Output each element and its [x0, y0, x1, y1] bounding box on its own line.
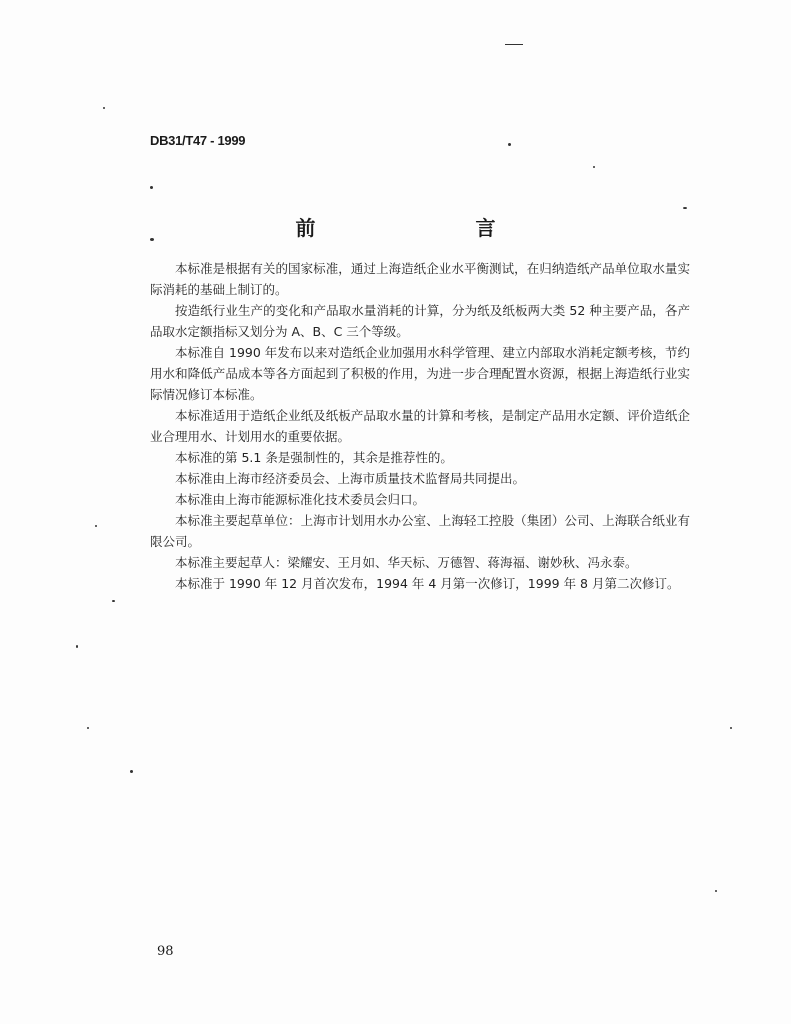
scan-speck: [150, 238, 154, 241]
scan-speck: [130, 770, 133, 773]
scan-speck: [112, 600, 115, 602]
scan-speck: [505, 44, 523, 45]
preface-paragraph: 本标准的第 5.1 条是强制性的，其余是推荐性的。: [175, 450, 453, 465]
page-number: 98: [157, 944, 174, 959]
scan-speck: [508, 143, 511, 146]
scan-speck: [683, 207, 687, 209]
scan-speck: [95, 525, 97, 527]
scan-speck: [76, 645, 78, 648]
scan-speck: [150, 186, 153, 189]
preface-body: [150, 258, 690, 594]
page-title: 前 言: [295, 216, 566, 240]
preface-paragraph: 本标准自 1990 年发布以来对造纸企业加强用水科学管理、建立内部取水消耗定额考核，节约用水和降低产品成本等各方面起到了积极的作用，为进一步合理配置水资源，根据上海造纸行业实际情况修订本标准。: [150, 345, 690, 402]
preface-paragraph: 本标准由上海市经济委员会、上海市质量技术监督局共同提出。: [175, 471, 526, 486]
preface-paragraph: 本标准由上海市能源标准化技术委员会归口。: [175, 492, 426, 507]
scan-speck: [593, 166, 595, 168]
preface-paragraph: 本标准是根据有关的国家标准，通过上海造纸企业水平衡测试，在归纳造纸产品单位取水量实际消耗的基础上制订的。: [150, 261, 690, 297]
standard-code: DB31/T47 - 1999: [150, 133, 246, 148]
preface-paragraph: 按造纸行业生产的变化和产品取水量消耗的计算，分为纸及纸板两大类 52 种主要产品，各产品取水定额指标又划分为 A、B、C 三个等级。: [150, 303, 690, 339]
scan-speck: [87, 727, 89, 729]
scan-speck: [103, 107, 105, 109]
preface-paragraph: 本标准主要起草单位：上海市计划用水办公室、上海轻工控股（集团）公司、上海联合纸业有限公司。: [150, 513, 690, 549]
preface-paragraph: 本标准主要起草人：梁耀安、王月如、华天标、万德智、蒋海福、谢妙秋、冯永泰。: [175, 555, 638, 570]
scan-speck: [715, 890, 717, 892]
scan-speck: [730, 727, 732, 729]
preface-paragraph: 本标准于 1990 年 12 月首次发布，1994 年 4 月第一次修订，1999 年 8 月第二次修订。: [175, 576, 680, 591]
preface-paragraph: 本标准适用于造纸企业纸及纸板产品取水量的计算和考核，是制定产品用水定额、评价造纸企业合理用水、计划用水的重要依据。: [150, 408, 690, 444]
